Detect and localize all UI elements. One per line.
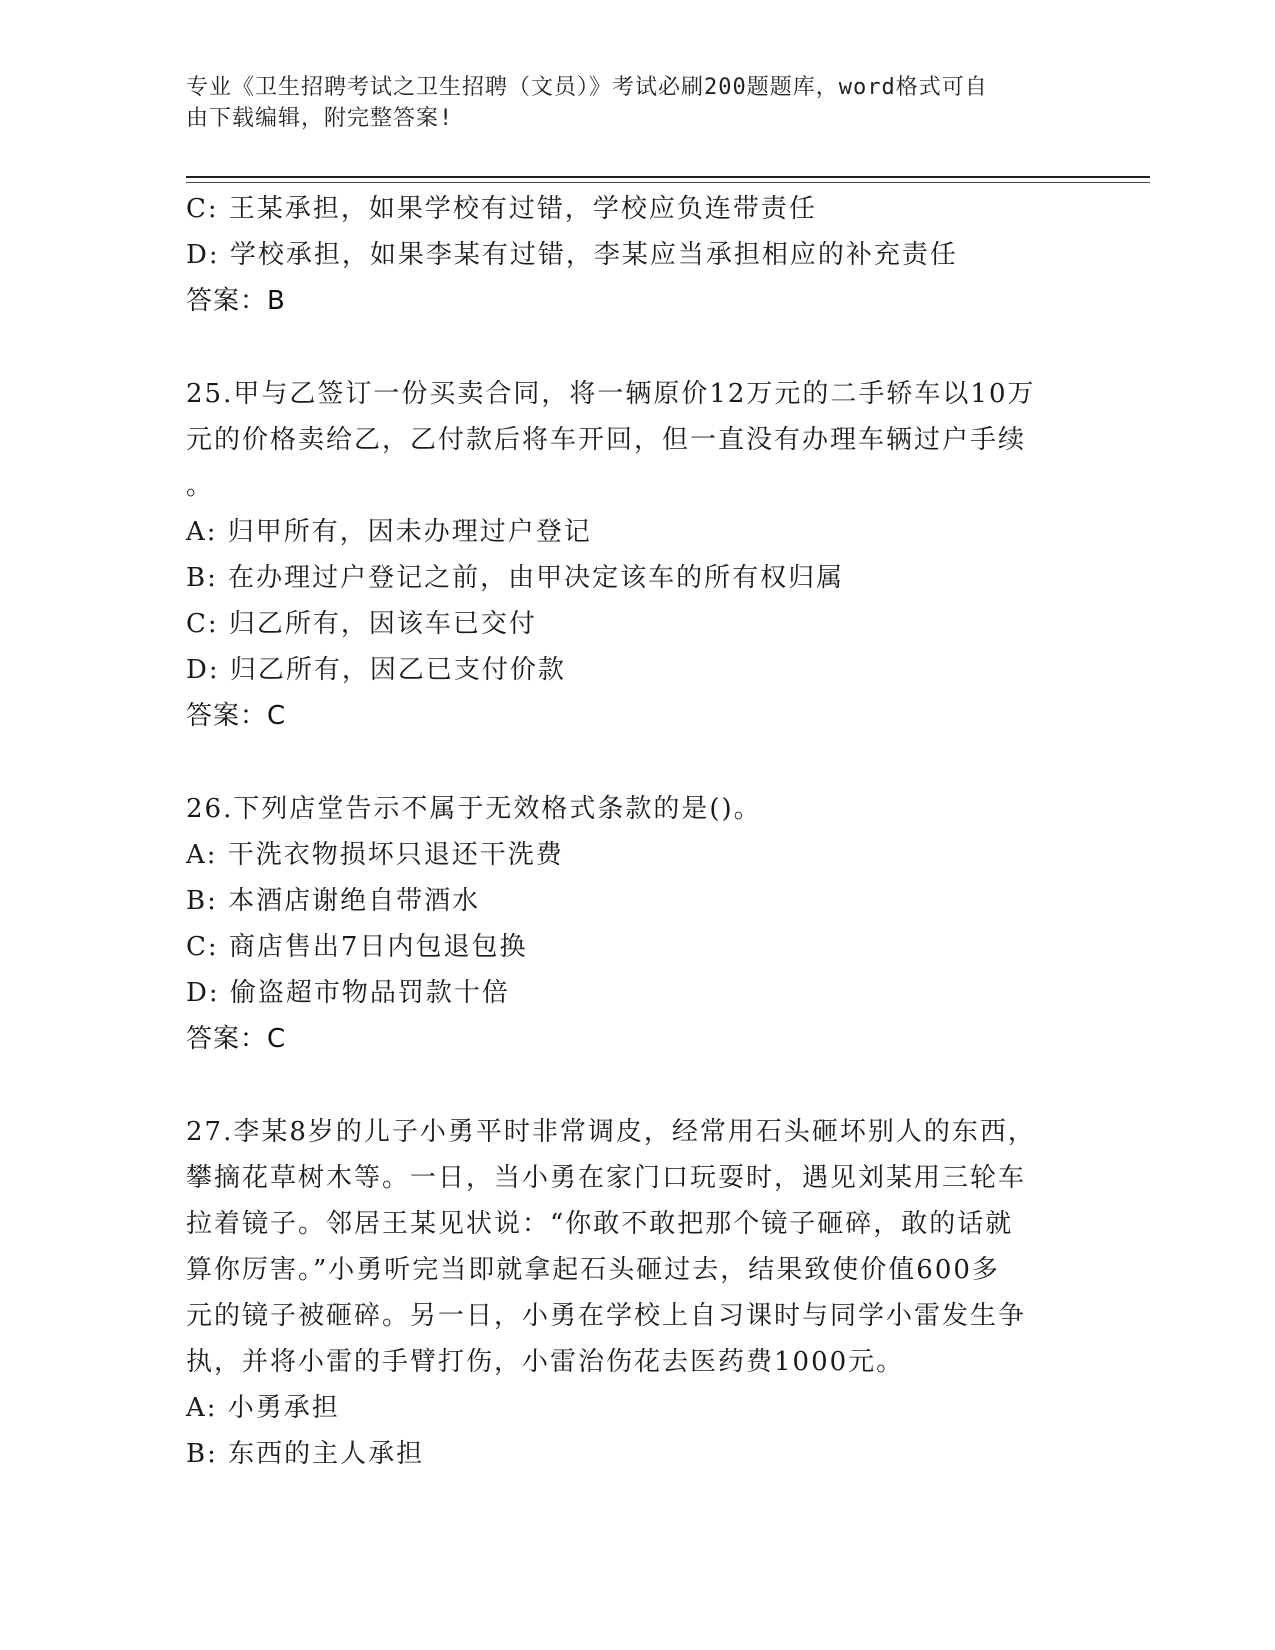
option-d: D: 归乙所有，因乙已支付价款 [186, 655, 566, 685]
spacer [186, 324, 1076, 371]
question-stem-line: 算你厉害。”小勇听完当即就拿起石头砸过去，结果致使价值600多 [186, 1255, 1000, 1285]
question-stem-line: 拉着镜子。邻居王某见状说：“你敢不敢把那个镜子砸碎，敢的话就 [186, 1209, 1014, 1239]
answer-line: 答案：B [186, 286, 286, 316]
spacer [186, 1062, 1076, 1109]
question-stem-line: 元的价格卖给乙，乙付款后将车开回，但一直没有办理车辆过户手续 [186, 425, 1027, 455]
header-rule-thick [186, 176, 1150, 178]
option-b: B: 在办理过户登记之前，由甲决定该车的所有权归属 [186, 563, 845, 593]
question-stem-line: 。 [186, 471, 215, 501]
spacer [186, 739, 1076, 786]
header-line-1: 专业《卫生招聘考试之卫生招聘（文员）》考试必刷200题题库，word格式可自 [186, 75, 988, 100]
option-a: A: 小勇承担 [186, 1393, 340, 1423]
answer-line: 答案：C [186, 701, 287, 731]
option-d: D: 学校承担，如果李某有过错，李某应当承担相应的补充责任 [186, 240, 958, 270]
question-25 [186, 371, 1076, 739]
question-stem-line: 执，并将小雷的手臂打伤，小雷治伤花去医药费1000元。 [186, 1347, 905, 1377]
question-stem-line: 元的镜子被砸碎。另一日，小勇在学校上自习课时与同学小雷发生争 [186, 1301, 1027, 1331]
document-body [186, 186, 1076, 1477]
question-26 [186, 786, 1076, 1062]
header-rule-thin [186, 182, 1150, 183]
question-stem-line: 攀摘花草树木等。一日，当小勇在家门口玩耍时，遇见刘某用三轮车 [186, 1163, 1027, 1193]
option-a: A: 归甲所有，因未办理过户登记 [186, 517, 592, 547]
option-c: C: 商店售出7日内包退包换 [186, 932, 528, 962]
answer-line: 答案：C [186, 1024, 287, 1054]
option-d: D: 偷盗超市物品罚款十倍 [186, 978, 510, 1008]
question-stem-line: 27.李某8岁的儿子小勇平时非常调皮，经常用石头砸坏别人的东西， [186, 1117, 1036, 1147]
option-c: C: 归乙所有，因该车已交付 [186, 609, 537, 639]
option-a: A: 干洗衣物损坏只退还干洗费 [186, 840, 564, 870]
header-line-2: 由下载编辑，附完整答案! [186, 106, 454, 131]
option-b: B: 本酒店谢绝自带酒水 [186, 886, 481, 916]
option-c: C: 王某承担，如果学校有过错，学校应负连带责任 [186, 194, 817, 224]
question-stem-line: 26.下列店堂告示不属于无效格式条款的是()。 [186, 794, 762, 824]
question-27 [186, 1109, 1076, 1477]
page-header [186, 72, 1066, 134]
question-stem-line: 25.甲与乙签订一份买卖合同，将一辆原价12万元的二手轿车以10万 [186, 379, 1036, 409]
previous-question-tail [186, 186, 1076, 324]
option-b: B: 东西的主人承担 [186, 1439, 425, 1469]
